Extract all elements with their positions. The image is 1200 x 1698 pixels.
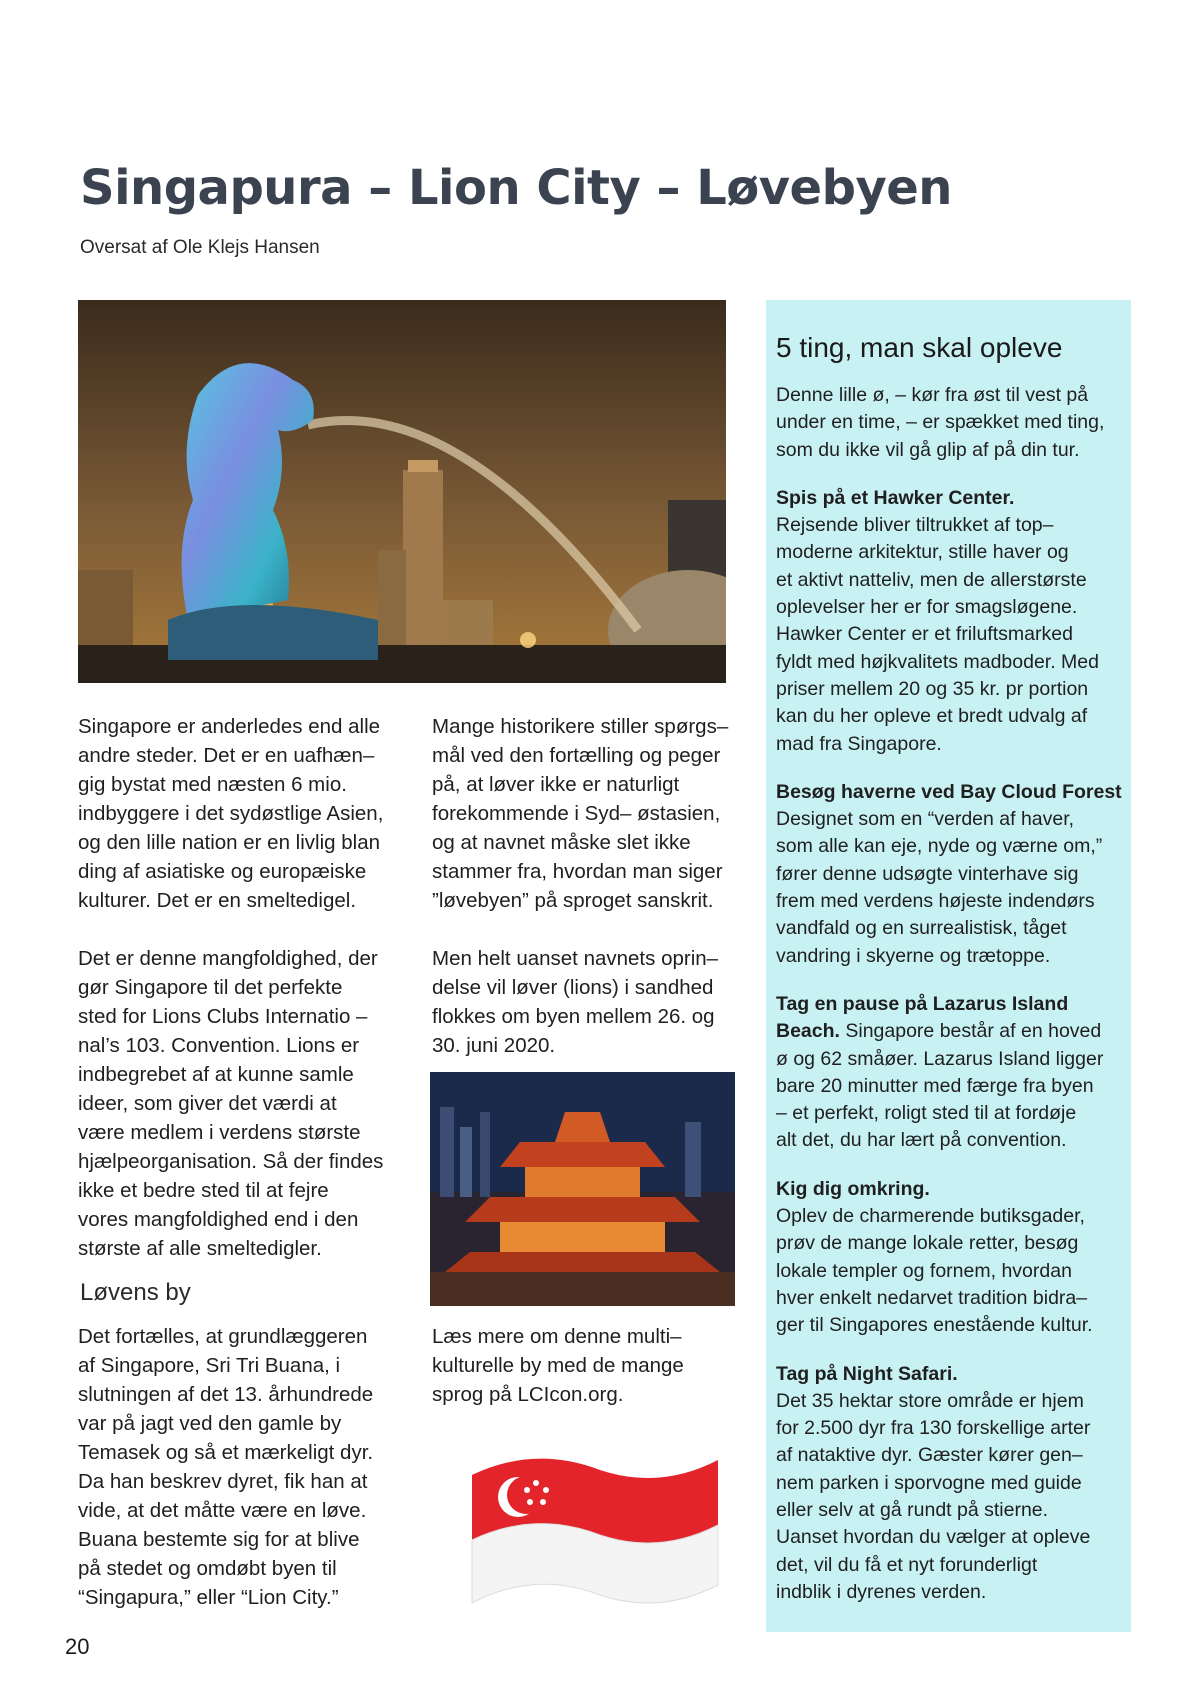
paragraph: Mange historikere stiller spørgs– mål ved den fortælling og peger på, at løver ikke er naturligt forekommende i Syd– østasien, og at navnet måske slet ikke stammer fra, hvordan man siger ”løvebyen” på sproget sanskrit. — [432, 715, 729, 912]
sidebar-item-text: Rejsende bliver tiltrukket af top– moderne arkitektur, stille haver og et aktivt natteliv, men de allerstørste oplevelser her er for smagsløgene. Hawker Center er et friluftsmarked fyldt med højkvalitets madboder. Med priser mellem 20 og 35 kr. pr portion kan du her opleve et bredt udvalg af mad fra Singapore. — [776, 514, 1099, 755]
sidebar-item-text: Singapore består af en hoved ø og 62 småøer. Lazarus Island ligger bare 20 minutter med færge fra byen – et perfekt, roligt sted til at fordøje alt det, du har lært på convention. — [776, 1020, 1104, 1152]
column-2-text — [432, 712, 762, 1060]
sidebar-intro: Denne lille ø, – kør fra øst til vest på under en time, – er spækket med ting, som du ikke vil gå glip af på din tur. — [776, 384, 1105, 461]
byline: Oversat af Ole Klejs Hansen — [80, 237, 320, 258]
column-1-text — [78, 712, 423, 1263]
sidebar-item — [776, 1361, 1125, 1607]
page-title: Singapura – Lion City – Løvebyen — [80, 160, 952, 216]
section-heading: Løvens by — [80, 1279, 191, 1306]
sidebar-item-text: Det 35 hektar store område er hjem for 2.500 dyr fra 130 forskellige arter af nataktive dyr. Gæster kører gen– nem parken i sporvogne med guide eller selv at gå rundt på stierne. Uanset hvordan du vælger at opleve det, vil du få et nyt forunderligt indblik i dyrenes verden. — [776, 1389, 1091, 1603]
temple-night-image — [430, 1072, 735, 1306]
paragraph: Læs mere om denne multi– kulturelle by med de mange sprog på LCIcon.org. — [432, 1325, 684, 1406]
sidebar-item-title: Kig dig omkring. — [776, 1177, 930, 1200]
read-more-text — [432, 1322, 762, 1409]
sidebar-item — [776, 1176, 1125, 1340]
page-number: 20 — [65, 1634, 90, 1659]
flag-graphic — [470, 1445, 720, 1605]
singapore-flag-icon — [470, 1445, 720, 1605]
sidebar-box — [766, 300, 1131, 1632]
temple-photo — [430, 1072, 735, 1306]
sidebar-item — [776, 991, 1125, 1155]
sidebar-item-title: Besøg haverne ved Bay Cloud Forest — [776, 780, 1122, 803]
sidebar-heading: 5 ting, man skal opleve — [776, 332, 1063, 363]
sidebar-item — [776, 779, 1125, 970]
sidebar-item-title: Spis på et Hawker Center. — [776, 486, 1015, 509]
merlion-night-image — [78, 300, 726, 683]
paragraph: Det er denne mangfoldighed, der gør Singapore til det perfekte sted for Lions Clubs Internatio – nal’s 103. Convention. Lions er indbegrebet af at kunne samle ideer, som giver det værdi at være medlem i verdens største hjælpeorganisation. Så der findes ikke et bedre sted til at fejre vores mangfoldighed end i den største af alle smeltedigler. — [78, 947, 384, 1260]
sidebar-item-text: Oplev de charmerende butiksgader, prøv de mange lokale retter, besøg lokale templer og fornem, hvordan hver enkelt nedarvet tradition bidra– ger til Singapores enestående kultur. — [776, 1205, 1093, 1337]
sidebar-item-text: Designet som en “verden af haver, som alle kan eje, nyde og værne om,” fører denne udsøgte vinterhave sig frem med verdens højeste indendørs vandfald og en surrealistisk, tåget vandring i skyerne og trætoppe. — [776, 808, 1103, 967]
merlion-photo — [78, 300, 726, 683]
sidebar-item — [776, 485, 1125, 758]
paragraph: Det fortælles, at grundlæggeren af Singapore, Sri Tri Buana, i slutningen af det 13. århundrede var på jagt ved den gamle by Temasek og så et mærkeligt dyr. Da han beskrev dyret, fik han at vide, at det måtte være en løve. Buana bestemte sig for at blive på stedet og omdøbt byen til “Singapura,” eller “Lion City.” — [78, 1325, 374, 1609]
paragraph: Singapore er anderledes end alle andre steder. Det er en uafhæn– gig bystat med næsten 6 mio. indbyggere i det sydøstlige Asien, og den lille nation er en livlig blan ding af asiatiske og europæiske kulturer. Det er en smeltedigel. — [78, 715, 384, 912]
paragraph: Men helt uanset navnets oprin– delse vil løver (lions) i sandhed flokkes om byen mellem 26. og 30. juni 2020. — [432, 947, 719, 1057]
sidebar-item-title: Tag på Night Safari. — [776, 1362, 958, 1385]
lovens-by-text — [78, 1322, 423, 1612]
sidebar-item-title: Tag en pause på Lazarus Island Beach. — [776, 992, 1069, 1043]
